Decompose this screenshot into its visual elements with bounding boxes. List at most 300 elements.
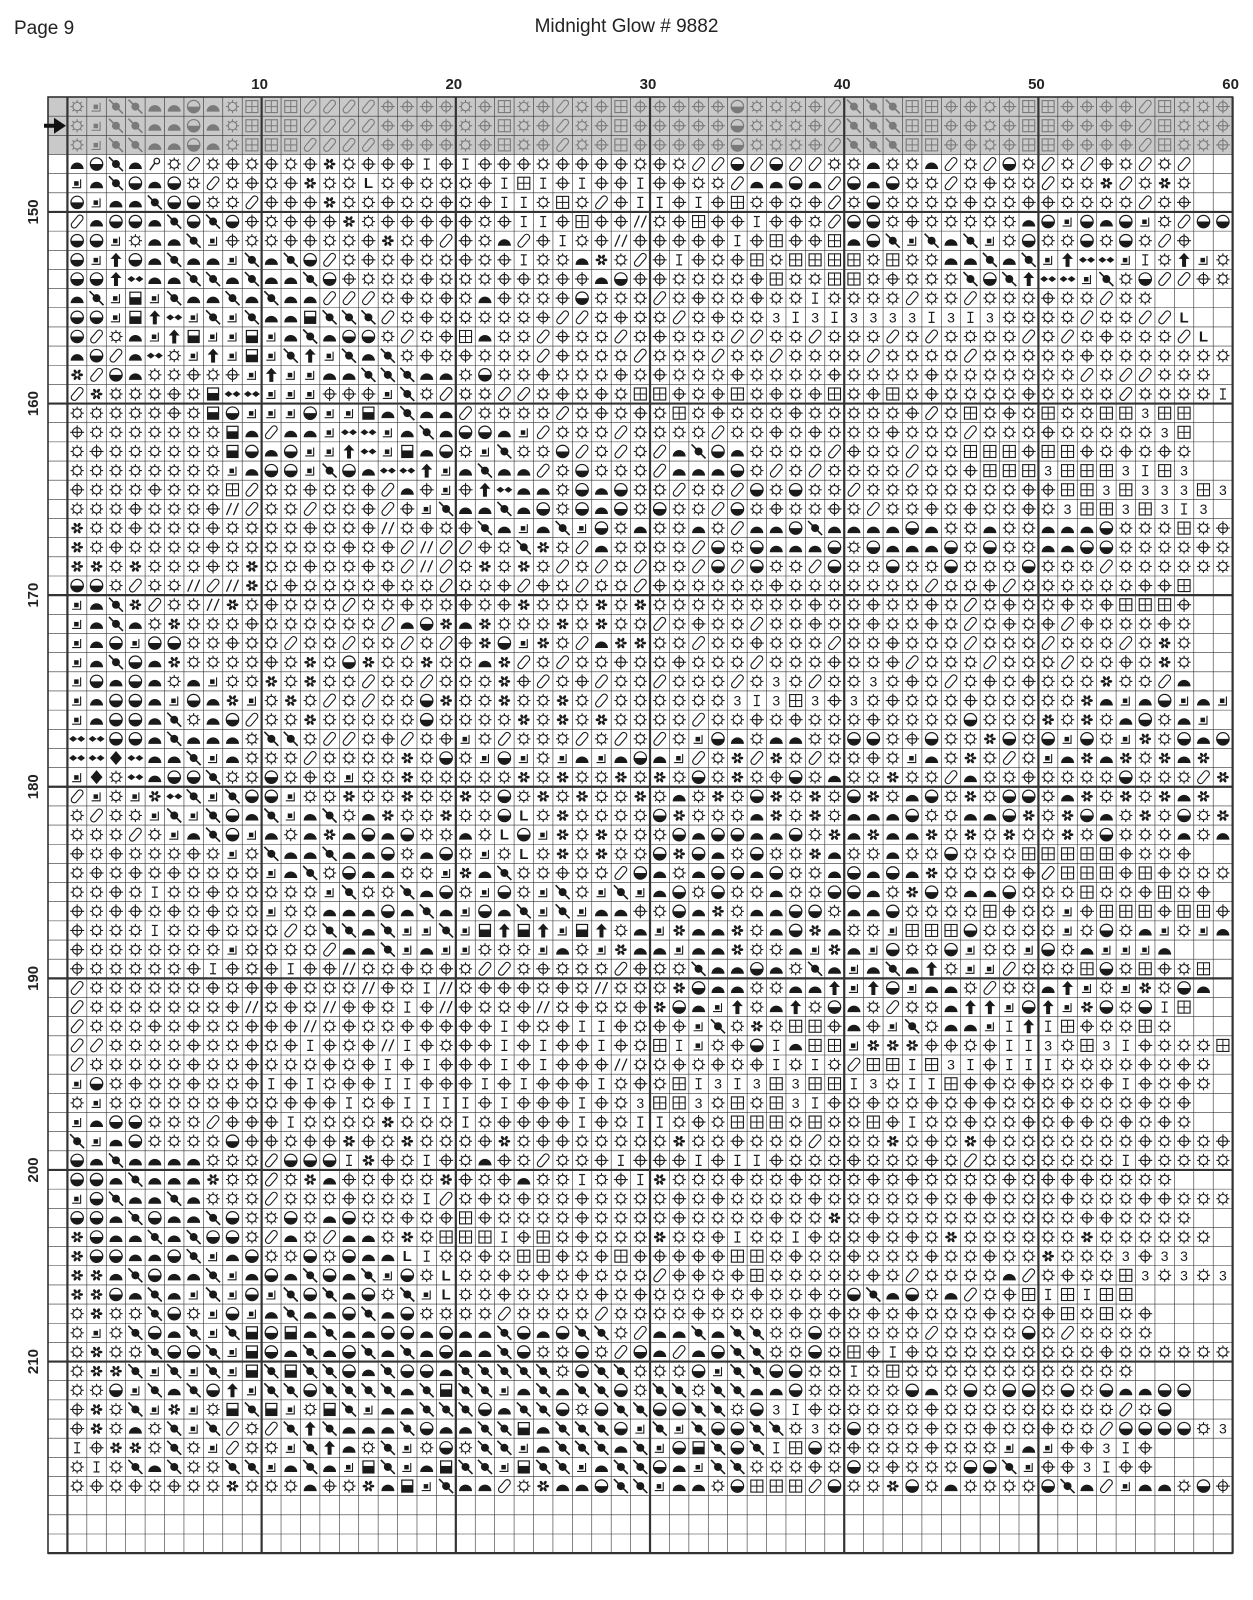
oval-slash-icon — [633, 1325, 647, 1340]
starburst-circle-icon — [342, 157, 355, 170]
crosshair-circle-icon — [167, 387, 181, 401]
crosshair-circle-icon — [750, 234, 764, 248]
starburst-circle-icon — [1197, 809, 1210, 822]
oval-slash-icon — [730, 176, 744, 191]
planet-icon — [323, 1326, 337, 1340]
oval-slash-icon — [206, 578, 220, 593]
starburst-circle-icon — [673, 636, 686, 649]
starburst-circle-icon — [1042, 368, 1055, 381]
starburst-circle-icon — [109, 1077, 122, 1090]
starburst-circle-icon — [653, 483, 666, 496]
starburst-circle-icon — [847, 675, 860, 688]
starburst-circle-icon — [1061, 694, 1074, 707]
starburst-circle-icon — [1003, 675, 1016, 688]
crosshair-circle-icon — [711, 387, 725, 401]
planet-icon — [167, 1364, 181, 1378]
starburst-circle-icon — [362, 1211, 375, 1224]
half-filled-circle-icon — [226, 828, 238, 840]
square-corner-icon — [227, 1271, 236, 1280]
starburst-circle-icon — [789, 1115, 802, 1128]
half-filled-circle-icon — [576, 464, 588, 476]
starburst-circle-icon — [673, 1307, 686, 1320]
square-corner-icon — [92, 198, 101, 207]
starburst-circle-icon — [750, 445, 763, 458]
dome-icon — [1003, 258, 1016, 265]
starburst-circle-icon — [886, 407, 899, 420]
starburst-circle-icon — [498, 1250, 511, 1263]
crosshair-circle-icon — [497, 598, 511, 612]
starburst-circle-icon — [1022, 617, 1035, 630]
oval-slash-icon — [905, 655, 919, 670]
starburst-circle-icon — [478, 234, 491, 247]
starburst-circle-icon — [964, 905, 977, 918]
up-arrow-icon — [499, 923, 510, 937]
starburst-circle-icon — [148, 617, 161, 630]
starburst-circle-icon — [90, 981, 103, 994]
dome-icon — [906, 871, 919, 877]
starburst-circle-icon — [109, 1422, 122, 1435]
starburst-circle-icon — [1158, 215, 1171, 228]
starburst-circle-icon — [634, 1269, 647, 1282]
square-corner-icon — [189, 812, 198, 821]
starburst-circle-icon — [944, 196, 957, 209]
oval-slash-icon — [827, 635, 841, 650]
starburst-circle-icon — [886, 1441, 899, 1454]
boxed-cross-icon — [1081, 1039, 1093, 1051]
crosshair-circle-icon — [1002, 617, 1016, 631]
half-filled-circle-icon — [712, 445, 724, 457]
dome-icon — [459, 507, 472, 513]
up-arrow-icon — [266, 368, 277, 382]
starburst-circle-icon — [653, 1365, 666, 1378]
starburst-circle-icon — [692, 1173, 705, 1186]
starburst-circle-icon — [1158, 809, 1171, 822]
number-3-icon — [811, 1421, 819, 1437]
half-filled-circle-icon — [906, 1384, 918, 1396]
boxed-cross-icon — [693, 216, 705, 228]
starburst-circle-icon — [867, 253, 880, 266]
oval-slash-icon — [439, 635, 453, 650]
starburst-circle-icon — [206, 1058, 219, 1071]
starburst-circle-icon — [362, 579, 375, 592]
chart-row — [72, 597, 1191, 612]
starburst-circle-icon — [925, 560, 938, 573]
half-filled-circle-icon — [673, 1403, 685, 1415]
crosshair-circle-icon — [1177, 1096, 1191, 1110]
crosshair-circle-icon — [459, 253, 473, 267]
crosshair-circle-icon — [633, 904, 647, 918]
flower-asterisk-icon — [149, 791, 161, 803]
crosshair-circle-icon — [109, 540, 123, 554]
planet-icon — [148, 195, 162, 209]
starburst-circle-icon — [653, 1135, 666, 1148]
boxed-cross-icon — [1178, 407, 1190, 419]
crosshair-circle-icon — [750, 1288, 764, 1302]
starburst-circle-icon — [1177, 886, 1190, 899]
starburst-circle-icon — [925, 1365, 938, 1378]
crosshair-circle-icon — [1119, 847, 1133, 861]
square-corner-icon — [72, 1195, 81, 1204]
square-corner-icon — [286, 812, 295, 821]
dome-icon — [148, 718, 161, 724]
dome-icon — [886, 833, 899, 839]
oval-slash-icon — [284, 635, 298, 650]
square-corner-icon — [694, 735, 703, 744]
starburst-circle-icon — [711, 483, 724, 496]
starburst-circle-icon — [265, 1211, 278, 1224]
starburst-circle-icon — [381, 790, 394, 803]
square-corner-icon — [422, 1482, 431, 1491]
i-beam-icon — [618, 1155, 624, 1165]
chart-row — [71, 233, 1191, 248]
half-filled-circle-icon — [362, 330, 374, 342]
flower-asterisk-icon — [829, 944, 841, 956]
starburst-circle-icon — [1022, 962, 1035, 975]
starburst-circle-icon — [1080, 1096, 1093, 1109]
starburst-circle-icon — [245, 234, 258, 247]
starburst-circle-icon — [556, 732, 569, 745]
filled-box-icon — [246, 1346, 257, 1358]
crosshair-circle-icon — [400, 1211, 414, 1225]
starburst-circle-icon — [517, 1154, 530, 1167]
half-filled-circle-icon — [1023, 1001, 1035, 1013]
starburst-circle-icon — [459, 751, 472, 764]
starburst-circle-icon — [944, 1345, 957, 1358]
oval-slash-icon — [653, 674, 667, 689]
square-corner-icon — [888, 926, 897, 935]
crosshair-circle-icon — [459, 349, 473, 363]
half-filled-circle-icon — [615, 1422, 627, 1434]
planet-icon — [575, 1441, 589, 1455]
starburst-circle-icon — [478, 215, 491, 228]
starburst-circle-icon — [1022, 349, 1035, 362]
planet-icon — [497, 444, 511, 458]
half-filled-circle-icon — [479, 905, 491, 917]
half-filled-circle-icon — [751, 963, 763, 975]
starburst-circle-icon — [1061, 1077, 1074, 1090]
crosshair-circle-icon — [594, 1249, 608, 1263]
crosshair-circle-icon — [303, 215, 317, 229]
boxed-cross-icon — [751, 1269, 763, 1281]
half-filled-circle-icon — [90, 158, 102, 170]
starburst-circle-icon — [1158, 157, 1171, 170]
number-3-icon — [792, 1076, 800, 1092]
crosshair-circle-icon — [594, 157, 608, 171]
dome-icon — [537, 527, 550, 534]
starburst-circle-icon — [906, 1403, 919, 1416]
half-filled-circle-icon — [654, 503, 666, 515]
starburst-circle-icon — [789, 636, 802, 649]
starburst-circle-icon — [1042, 234, 1055, 247]
square-corner-icon — [461, 926, 470, 935]
square-corner-icon — [1024, 946, 1032, 955]
chart-row — [72, 1114, 1191, 1129]
dome-icon — [711, 469, 724, 475]
planet-icon — [264, 732, 278, 746]
starburst-circle-icon — [653, 541, 666, 554]
starburst-circle-icon — [906, 157, 919, 170]
starburst-circle-icon — [983, 426, 996, 439]
flower-asterisk-icon — [596, 618, 608, 630]
half-filled-circle-icon — [556, 1327, 568, 1339]
crosshair-circle-icon — [575, 157, 589, 171]
dome-icon — [109, 1140, 122, 1147]
starburst-circle-icon — [478, 1269, 491, 1282]
flower-asterisk-icon — [1120, 752, 1132, 764]
flower-asterisk-icon — [343, 791, 355, 803]
starburst-circle-icon — [770, 1326, 783, 1339]
starburst-circle-icon — [1158, 1211, 1171, 1224]
starburst-circle-icon — [673, 541, 686, 554]
starburst-circle-icon — [925, 483, 938, 496]
starburst-circle-icon — [614, 253, 627, 266]
crosshair-circle-icon — [1138, 1153, 1152, 1167]
square-corner-icon — [1179, 697, 1188, 706]
starburst-circle-icon — [284, 1250, 297, 1263]
square-corner-icon — [189, 1425, 198, 1434]
starburst-circle-icon — [537, 1192, 550, 1205]
crosshair-circle-icon — [361, 483, 375, 497]
starburst-circle-icon — [1197, 1154, 1210, 1167]
starburst-circle-icon — [789, 617, 802, 630]
crosshair-circle-icon — [711, 234, 725, 248]
starburst-circle-icon — [459, 847, 472, 860]
starburst-circle-icon — [1022, 1480, 1035, 1493]
half-filled-circle-icon — [265, 790, 277, 802]
starburst-circle-icon — [673, 1173, 686, 1186]
crosshair-circle-icon — [594, 1096, 608, 1110]
dome-icon — [847, 239, 860, 246]
planet-icon — [187, 234, 201, 248]
starburst-circle-icon — [1003, 924, 1016, 937]
starburst-circle-icon — [750, 349, 763, 362]
starburst-circle-icon — [168, 943, 181, 956]
starburst-circle-icon — [1100, 1326, 1113, 1339]
starburst-circle-icon — [1080, 407, 1093, 420]
square-corner-icon — [1043, 256, 1052, 264]
flower-asterisk-icon — [363, 1155, 375, 1167]
filled-box-icon — [246, 350, 257, 362]
dome-icon — [459, 1350, 472, 1357]
planet-icon — [556, 1460, 570, 1474]
up-arrow-icon — [984, 1000, 995, 1014]
crosshair-circle-icon — [556, 272, 570, 286]
starburst-circle-icon — [323, 866, 336, 879]
crosshair-circle-icon — [1080, 1019, 1094, 1033]
oval-slash-icon — [400, 329, 414, 344]
starburst-circle-icon — [634, 292, 647, 305]
starburst-circle-icon — [284, 905, 297, 918]
square-corner-icon — [344, 1463, 353, 1472]
starburst-circle-icon — [944, 426, 957, 439]
flower-asterisk-icon — [945, 1231, 957, 1243]
starburst-circle-icon — [90, 847, 103, 860]
dot-pair-icon — [496, 487, 512, 493]
oval-slash-icon — [342, 291, 356, 306]
crosshair-circle-icon — [692, 253, 706, 267]
crosshair-circle-icon — [1158, 1192, 1172, 1206]
half-filled-circle-icon — [1081, 235, 1093, 247]
starburst-circle-icon — [1022, 1307, 1035, 1320]
oval-slash-icon — [458, 405, 472, 420]
planet-icon — [536, 1402, 550, 1416]
flower-asterisk-icon — [712, 905, 724, 917]
starburst-circle-icon — [362, 617, 375, 630]
boxed-cross-icon — [518, 1250, 530, 1262]
crosshair-circle-icon — [245, 176, 259, 190]
number-3-icon — [869, 673, 877, 689]
dome-icon — [440, 910, 453, 916]
half-filled-circle-icon — [110, 1288, 122, 1300]
crosshair-circle-icon — [556, 1058, 570, 1072]
starburst-circle-icon — [653, 905, 666, 918]
flower-asterisk-icon — [71, 561, 83, 573]
starburst-circle-icon — [770, 483, 783, 496]
flower-asterisk-icon — [712, 791, 724, 803]
dome-icon — [847, 527, 860, 534]
square-corner-icon — [849, 984, 858, 993]
square-corner-icon — [189, 352, 198, 361]
starburst-circle-icon — [1197, 1039, 1210, 1052]
double-slash-icon — [362, 982, 374, 994]
planet-icon — [420, 904, 434, 918]
half-filled-circle-icon — [848, 177, 860, 189]
starburst-circle-icon — [440, 790, 453, 803]
starburst-circle-icon — [206, 1135, 219, 1148]
starburst-circle-icon — [634, 732, 647, 745]
starburst-circle-icon — [90, 541, 103, 554]
boxed-cross-icon — [829, 254, 841, 266]
boxed-cross-icon — [1139, 905, 1151, 917]
flower-asterisk-icon — [168, 1404, 180, 1416]
starburst-circle-icon — [342, 694, 355, 707]
dome-icon — [343, 1274, 356, 1281]
starburst-circle-icon — [614, 349, 627, 362]
crosshair-circle-icon — [905, 674, 919, 688]
starburst-circle-icon — [925, 771, 938, 784]
starburst-circle-icon — [168, 1077, 181, 1090]
flower-asterisk-icon — [168, 618, 180, 630]
starburst-circle-icon — [1022, 311, 1035, 324]
starburst-circle-icon — [964, 368, 977, 381]
half-filled-circle-icon — [168, 177, 180, 189]
planet-icon — [206, 809, 220, 823]
starburst-circle-icon — [595, 1269, 608, 1282]
crosshair-circle-icon — [1080, 444, 1094, 458]
half-filled-circle-icon — [1100, 924, 1112, 936]
starburst-circle-icon — [1080, 1422, 1093, 1435]
starburst-circle-icon — [71, 1326, 84, 1339]
i-beam-icon — [812, 293, 818, 303]
starburst-circle-icon — [459, 675, 472, 688]
starburst-circle-icon — [1061, 1135, 1074, 1148]
oval-slash-icon — [497, 1306, 511, 1321]
half-filled-circle-icon — [1178, 733, 1190, 745]
starburst-circle-icon — [711, 636, 724, 649]
starburst-circle-icon — [789, 272, 802, 285]
starburst-circle-icon — [517, 1269, 530, 1282]
i-beam-icon — [1181, 504, 1187, 514]
number-3-icon — [1180, 482, 1188, 498]
chart-row — [71, 1287, 1132, 1304]
planet-icon — [963, 272, 977, 286]
square-corner-icon — [305, 467, 314, 476]
square-corner-icon — [461, 735, 470, 744]
starburst-circle-icon — [847, 387, 860, 400]
crosshair-circle-icon — [323, 1134, 337, 1148]
double-slash-icon — [226, 580, 238, 592]
planet-icon — [556, 521, 570, 535]
flower-asterisk-icon — [732, 752, 744, 764]
planet-icon — [925, 234, 939, 248]
starburst-circle-icon — [556, 579, 569, 592]
oval-slash-icon — [70, 1019, 84, 1034]
starburst-circle-icon — [1139, 751, 1152, 764]
planet-icon — [128, 1364, 142, 1378]
dome-icon — [420, 412, 433, 418]
starburst-circle-icon — [673, 866, 686, 879]
planet-icon — [381, 1364, 395, 1378]
i-beam-icon — [540, 1040, 546, 1050]
starburst-circle-icon — [187, 560, 200, 573]
dome-icon — [168, 278, 181, 285]
starburst-circle-icon — [847, 771, 860, 784]
starburst-circle-icon — [847, 349, 860, 362]
starburst-circle-icon — [148, 522, 161, 535]
i-beam-icon — [676, 255, 682, 265]
oval-slash-icon — [750, 655, 764, 670]
oval-slash-icon — [827, 195, 841, 210]
half-filled-circle-icon — [1081, 733, 1093, 745]
boxed-cross-icon — [770, 1097, 782, 1109]
starburst-circle-icon — [964, 1345, 977, 1358]
flower-asterisk-icon — [557, 771, 569, 783]
starburst-circle-icon — [1061, 1230, 1074, 1243]
crosshair-circle-icon — [1002, 1288, 1016, 1302]
dome-icon — [459, 469, 472, 475]
starburst-circle-icon — [342, 253, 355, 266]
dome-icon — [964, 1025, 977, 1032]
starburst-circle-icon — [148, 1058, 161, 1071]
starburst-circle-icon — [711, 1211, 724, 1224]
flower-asterisk-icon — [363, 1480, 375, 1492]
dome-icon — [129, 622, 142, 629]
planet-icon — [866, 1288, 880, 1302]
half-filled-circle-icon — [848, 886, 860, 898]
dome-icon — [109, 1178, 122, 1185]
starburst-circle-icon — [828, 464, 841, 477]
crosshair-circle-icon — [983, 579, 997, 593]
starburst-circle-icon — [653, 636, 666, 649]
starburst-circle-icon — [925, 445, 938, 458]
dome-icon — [731, 450, 744, 456]
starburst-circle-icon — [245, 1211, 258, 1224]
crosshair-circle-icon — [847, 1153, 861, 1167]
crosshair-circle-icon — [439, 1153, 453, 1167]
dome-icon — [653, 757, 666, 763]
crosshair-circle-icon — [284, 234, 298, 248]
starburst-circle-icon — [906, 1001, 919, 1014]
dome-icon — [517, 1389, 530, 1395]
planet-icon — [342, 310, 356, 324]
i-beam-icon — [424, 1098, 430, 1108]
oval-slash-icon — [672, 482, 686, 497]
half-filled-circle-icon — [867, 215, 879, 227]
starburst-circle-icon — [265, 1441, 278, 1454]
oval-slash-icon — [517, 233, 531, 248]
starburst-circle-icon — [964, 1480, 977, 1493]
dome-icon — [498, 431, 511, 437]
